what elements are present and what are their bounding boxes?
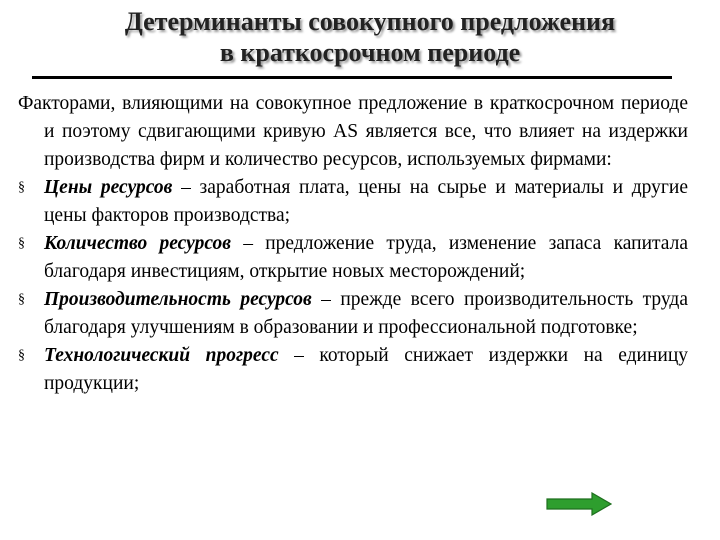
slide-title bbox=[30, 6, 710, 68]
bullet-text: – прежде всего производительность труда благодаря улучшениям в образовании и профессиональной подготовке; bbox=[44, 289, 688, 338]
bullet-term: Производительность ресурсов bbox=[44, 289, 312, 310]
title-line-1: Детерминанты совокупного предложения bbox=[124, 7, 616, 36]
intro-paragraph: Факторами, влияющими на совокупное предложение в краткосрочном периоде и поэтому сдвигающими кривую AS является все, что влияет на издержки производства фирм и количество ресурсов, используемых фирмами: bbox=[18, 93, 688, 170]
slide-body bbox=[18, 90, 688, 398]
bullet-text: – предложение труда, изменение запаса капитала благодаря инвестициям, открытие новых месторождений; bbox=[44, 233, 688, 282]
bullet-marker: § bbox=[18, 348, 25, 363]
list-item bbox=[18, 286, 688, 342]
right-arrow-icon[interactable] bbox=[546, 492, 612, 516]
bullet-text: – заработная плата, цены на сырье и материалы и другие цены факторов производства; bbox=[44, 177, 688, 226]
bullet-term: Технологический прогресс bbox=[44, 345, 279, 366]
bullet-marker: § bbox=[18, 236, 25, 251]
bullet-term: Цены ресурсов bbox=[44, 177, 173, 198]
bullet-marker: § bbox=[18, 180, 25, 195]
list-item bbox=[18, 230, 688, 286]
title-divider bbox=[32, 76, 672, 79]
bullet-text: – который снижает издержки на единицу продукции; bbox=[44, 345, 689, 394]
bullet-term: Количество ресурсов bbox=[44, 233, 231, 254]
arrow-shape bbox=[547, 493, 611, 515]
list-item bbox=[18, 342, 688, 398]
list-item bbox=[18, 174, 688, 230]
title-line-2: в краткосрочном периоде bbox=[219, 38, 521, 67]
bullet-marker: § bbox=[18, 292, 25, 307]
